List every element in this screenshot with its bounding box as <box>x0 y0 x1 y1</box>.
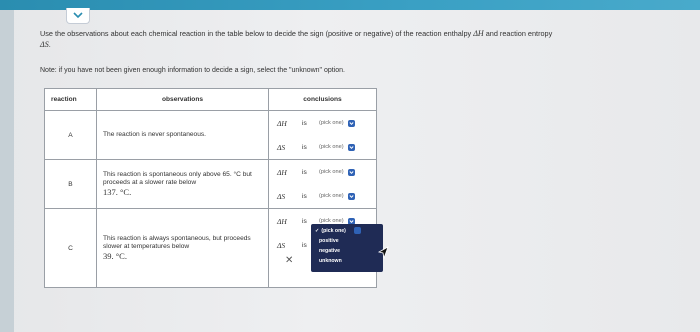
left-edge <box>0 10 14 332</box>
entropy-select[interactable]: (pick one) <box>317 191 357 201</box>
chevron-down-icon <box>348 193 355 200</box>
reaction-label: B <box>45 160 97 209</box>
entropy-row: ΔS is <box>277 240 307 250</box>
entropy-symbol: ΔS <box>40 40 49 49</box>
entropy-select[interactable]: (pick one) <box>317 142 357 152</box>
top-bar <box>0 0 700 10</box>
dropdown-selected-option[interactable]: ✓ (pick one) <box>315 226 383 236</box>
observation-cell: This reaction is always spontaneous, but proceeds slower at temperatures below 39. °C. <box>97 209 269 288</box>
table-row <box>45 111 377 160</box>
table-row <box>45 160 377 209</box>
question-instructions: Use the observations about each chemical reaction in the table below to decide the sign (positive or negative) of the reaction enthalpy ΔH and reaction entropy ΔS. <box>40 29 553 49</box>
entropy-select-dropdown[interactable] <box>311 224 383 272</box>
enthalpy-select[interactable]: (pick one) <box>317 118 357 128</box>
checkmark-icon: ✓ <box>315 228 320 234</box>
enthalpy-select[interactable]: (pick one) <box>317 216 357 226</box>
chevron-down-icon <box>354 227 361 234</box>
dropdown-option-negative[interactable]: negative <box>319 248 341 254</box>
close-icon[interactable]: ✕ <box>285 255 294 266</box>
conclusion-cell <box>269 160 377 209</box>
chevron-down-icon <box>348 169 355 176</box>
reaction-label: A <box>45 111 97 160</box>
entropy-row: ΔS is (pick one) <box>269 184 376 208</box>
header-observations: observations <box>97 89 269 111</box>
enthalpy-symbol: ΔH <box>473 29 484 38</box>
collapse-toggle-button[interactable] <box>66 8 90 24</box>
entropy-row: ΔS is (pick one) <box>269 135 376 159</box>
dropdown-option-positive[interactable]: positive <box>319 238 339 244</box>
mouse-cursor-icon <box>377 246 389 260</box>
observation-cell: This reaction is spontaneous only above 65. °C but proceeds at a slower rate below 137. °C. <box>97 160 269 209</box>
dropdown-option-unknown[interactable]: unknown <box>319 258 342 264</box>
enthalpy-row: ΔH is (pick one) <box>269 209 376 233</box>
header-reaction: reaction <box>45 89 97 111</box>
chevron-down-icon <box>348 144 355 151</box>
chevron-down-icon <box>73 12 83 19</box>
enthalpy-row: ΔH is (pick one) <box>269 111 376 135</box>
chevron-down-icon <box>348 120 355 127</box>
reaction-label: C <box>45 209 97 288</box>
note-text: Note: if you have not been given enough information to decide a sign, select the "unknown" option. <box>40 67 346 74</box>
enthalpy-row: ΔH is (pick one) <box>269 160 376 184</box>
enthalpy-select[interactable]: (pick one) <box>317 167 357 177</box>
header-conclusions: conclusions <box>269 89 377 111</box>
observation-cell: The reaction is never spontaneous. <box>97 111 269 160</box>
conclusion-cell <box>269 111 377 160</box>
